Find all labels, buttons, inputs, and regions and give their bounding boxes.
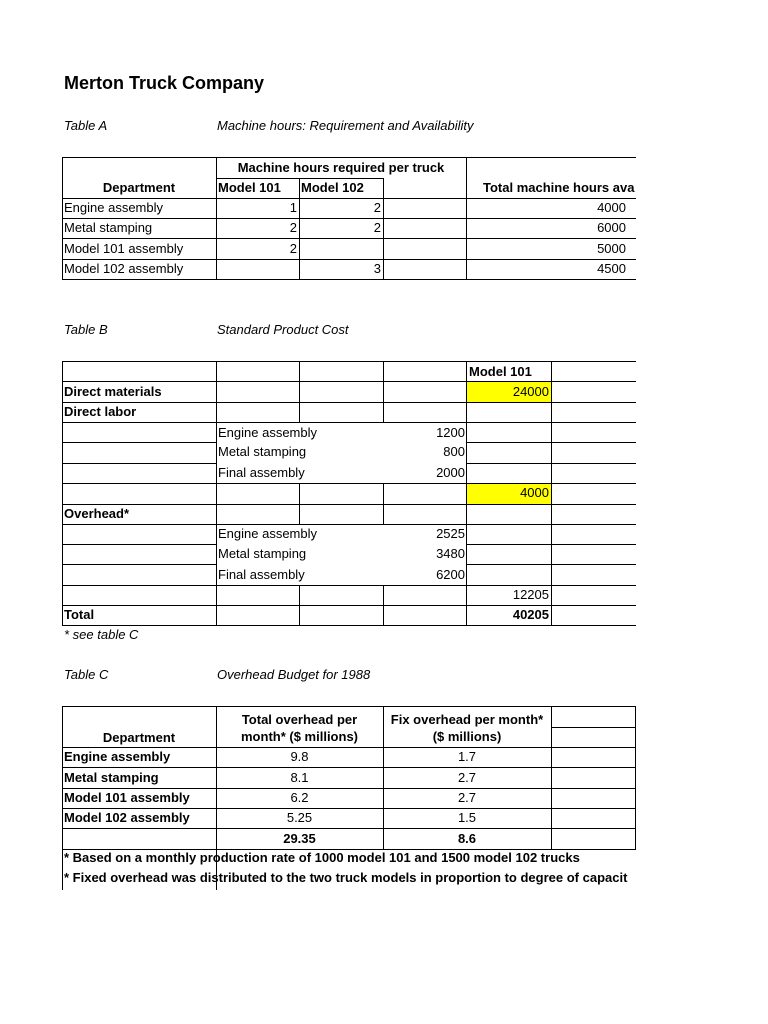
table-b-overhead-item-name: Final assembly [218,567,305,582]
table-a-row-m101 [216,259,297,279]
table-c-col-fixed-line2: ($ millions) [432,729,502,744]
table-c-row-dept: Model 102 assembly [64,810,190,825]
table-c-row-fixed: 2.7 [457,790,477,805]
table-b-labor-item-value: 800 [443,444,465,459]
table-a-label: Table A [64,118,108,133]
page-title: Merton Truck Company [64,73,265,93]
table-a-col-total: Total machine hours ava [483,180,635,195]
table-c-row-fixed: 1.5 [457,810,477,825]
table-c-col-total [216,711,383,745]
table-a-row-dept: Model 102 assembly [64,261,184,276]
table-a-row-m101: 1 [289,200,297,215]
table-a-row-dept: Engine assembly [64,200,163,215]
table-a-row-m102 [299,239,381,259]
table-a-row-total: 4000 [597,200,626,215]
table-a-row-m102: 2 [373,200,381,215]
table-a-col-department: Department [102,180,176,195]
table-a-row-m102: 3 [373,261,381,276]
table-b-overhead-total: 12205 [512,587,549,602]
table-c-col-fixed-line1: Fix overhead per month* [390,712,544,727]
table-b-caption: Standard Product Cost [217,322,349,337]
table-b-labor-total: 4000 [520,485,549,500]
table-b-direct-labor: Direct labor [64,404,137,419]
table-b-total-label: Total [64,607,95,622]
table-c-sum-total: 29.35 [283,831,316,846]
table-a-row-dept: Model 101 assembly [64,241,184,256]
table-c-row-total: 8.1 [290,770,309,785]
table-c-row-total: 5.25 [286,810,313,825]
table-a-col-model101: Model 101 [218,180,281,195]
table-b-labor-item-name: Final assembly [218,465,305,480]
table-b-labor-item-name: Engine assembly [218,425,317,440]
table-c-col-total-line1: Total overhead per [241,712,358,727]
table-a-group-header: Machine hours required per truck [237,160,445,175]
table-a-row-m101: 2 [289,241,297,256]
table-c-row-total: 6.2 [290,790,309,805]
table-b-col-model101: Model 101 [469,364,532,379]
table-c-row-dept: Metal stamping [64,770,159,785]
table-a-row-total: 6000 [597,220,626,235]
table-b-total-value: 40205 [512,607,549,622]
table-b-overhead-item-value: 2525 [436,526,465,541]
table-c-col-department: Department [102,730,176,745]
table-b-overhead-item-name: Metal stamping [218,546,307,561]
table-c-caption: Overhead Budget for 1988 [217,667,371,682]
table-c-row-dept: Model 101 assembly [64,790,190,805]
table-c-col-fixed [383,711,551,745]
table-a-col-model102: Model 102 [301,180,364,195]
table-b-labor-item-name: Metal stamping [218,444,307,459]
table-c-row-fixed: 1.7 [457,749,477,764]
table-b-overhead-item-value: 3480 [436,546,465,561]
table-c-note-production: * Based on a monthly production rate of 1000 model 101 and 1500 model 102 trucks [64,850,580,865]
table-b-overhead-item-name: Engine assembly [218,526,317,541]
table-b-label: Table B [64,322,108,337]
table-b-footnote: * see table C [64,627,139,642]
table-c-row-fixed: 2.7 [457,770,477,785]
table-b-overhead-item-value: 6200 [436,567,465,582]
table-a-row-dept: Metal stamping [64,220,153,235]
table-b-labor-item-value: 1200 [436,425,465,440]
table-a-caption: Machine hours: Requirement and Availability [217,118,474,133]
table-a-row-m102: 2 [373,220,381,235]
table-c-note-fixed-overhead: * Fixed overhead was distributed to the two truck models in proportion to degree of capacit [64,870,628,885]
table-b-labor-item-value: 2000 [436,465,465,480]
table-a-row-total: 4500 [597,261,626,276]
table-c-row-dept: Engine assembly [64,749,171,764]
table-a-row-total: 5000 [597,241,626,256]
table-b-direct-materials-value: 24000 [512,384,549,399]
table-c-label: Table C [64,667,109,682]
table-c-sum-fixed: 8.6 [457,831,477,846]
table-b-direct-materials: Direct materials [64,384,162,399]
table-b-overhead: Overhead* [64,506,130,521]
table-c-row-total: 9.8 [290,749,309,764]
table-a-row-m101: 2 [289,220,297,235]
table-c-col-total-line2: month* ($ millions) [241,729,358,744]
